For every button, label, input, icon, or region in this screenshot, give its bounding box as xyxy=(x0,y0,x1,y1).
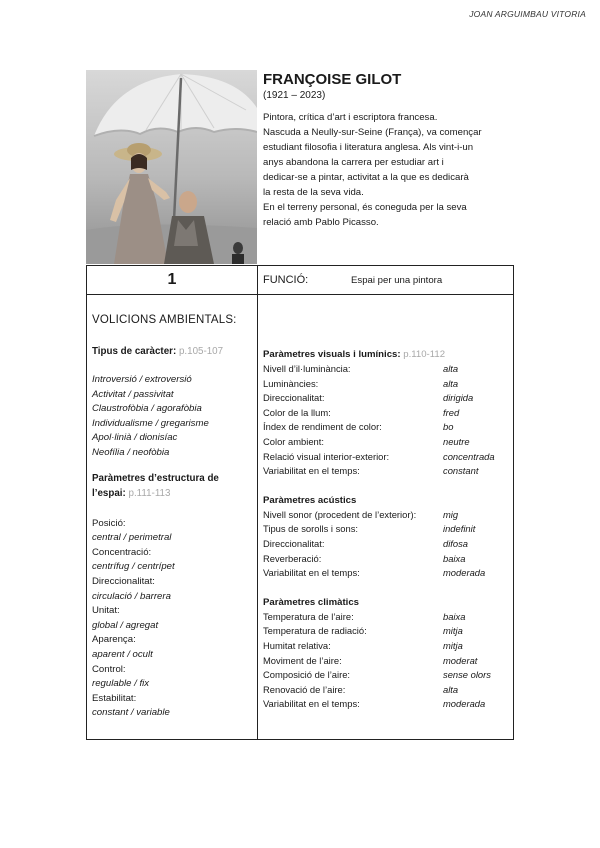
param-label: Variabilitat en el temps: xyxy=(263,698,360,710)
bio-line: la resta de la seva vida. xyxy=(263,187,364,198)
structure-param-value: centrífug / centrípet xyxy=(92,561,175,573)
bio-line: dedicar-se a pintar, activitat a la que es dedicarà xyxy=(263,172,469,183)
param-label: Direccionalitat: xyxy=(263,392,325,404)
param-value: neutre xyxy=(443,435,470,447)
structure-param-name: Aparença: xyxy=(92,634,136,646)
character-title-text: Tipus de caràcter: xyxy=(92,346,177,357)
bio-line: relació amb Pablo Picasso. xyxy=(263,217,379,228)
structure-title-line2: l’espai: xyxy=(92,487,126,499)
function-value: Espai per una pintora xyxy=(351,274,443,286)
visual-row xyxy=(263,435,509,450)
param-value: mitja xyxy=(443,639,463,651)
bio-line: Pintora, crítica d’art i escriptora francesa. xyxy=(263,112,438,123)
bio-line: anys abandona la carrera per estudiar art i xyxy=(263,157,444,168)
visual-title-text: Paràmetres visuals i lumínics: xyxy=(263,349,401,360)
param-label: Color ambient: xyxy=(263,435,324,447)
author-name: JOAN ARGUIMBAU VITORIA xyxy=(469,9,586,19)
bio-text xyxy=(263,110,523,230)
structure-pages: p.111-113 xyxy=(128,487,171,499)
structure-title xyxy=(92,471,254,501)
visual-row xyxy=(263,450,509,465)
visual-row xyxy=(263,377,509,392)
visual-row xyxy=(263,464,509,479)
param-value: bo xyxy=(443,421,454,433)
structure-param-value: aparent / ocult xyxy=(92,648,153,660)
param-value: sense olors xyxy=(443,669,491,681)
life-years: (1921 – 2023) xyxy=(263,90,326,101)
acoustic-row xyxy=(263,508,509,523)
visual-row xyxy=(263,406,509,421)
param-value: alta xyxy=(443,377,459,389)
param-value: indefinit xyxy=(443,523,476,535)
character-item: Apol·linià / dionisíac xyxy=(92,432,178,444)
structure-param-name: Posició: xyxy=(92,517,126,529)
param-label: Renovació de l’aire: xyxy=(263,683,346,695)
param-value: concentrada xyxy=(443,450,495,462)
param-value: moderada xyxy=(443,567,486,579)
climatic-title: Paràmetres climàtics xyxy=(263,596,359,608)
param-label: Nivell sonor (procedent de l’exterior): xyxy=(263,508,417,520)
program-card xyxy=(86,265,514,740)
structure-param-name: Concentració: xyxy=(92,546,152,558)
character-item: Activitat / passivitat xyxy=(92,388,174,400)
right-column xyxy=(263,348,509,712)
param-label: Moviment de l’aire: xyxy=(263,654,342,666)
column-divider xyxy=(257,266,258,739)
bio-line: estudiant filosofia i literatura anglesa. Als vint-i-un xyxy=(263,142,474,153)
left-column xyxy=(92,314,254,721)
structure-param-name: Control: xyxy=(92,663,126,675)
structure-param-value: constant / variable xyxy=(92,707,170,719)
visual-row xyxy=(263,420,509,435)
structure-title-line1: Paràmetres d’estructura de xyxy=(92,472,219,484)
climatic-row xyxy=(263,683,509,698)
visual-title xyxy=(263,348,509,362)
param-label: Tipus de sorolls i sons: xyxy=(263,523,359,535)
structure-param-value: regulable / fix xyxy=(92,678,150,690)
visual-pages: p.110-112 xyxy=(403,349,446,360)
character-item: Individualisme / gregarisme xyxy=(92,417,209,429)
bio-line: Nascuda a Neully-sur-Seine (França), va començar xyxy=(263,127,482,138)
acoustic-title: Paràmetres acústics xyxy=(263,494,357,506)
climatic-row xyxy=(263,697,509,712)
character-pages: p.105-107 xyxy=(178,346,224,357)
param-value: fred xyxy=(443,406,460,418)
param-label: Nivell d’il·luminància: xyxy=(263,363,351,374)
param-value: dirigida xyxy=(443,392,474,404)
param-value: mitja xyxy=(443,625,463,637)
character-item: Claustrofòbia / agorafòbia xyxy=(92,403,202,415)
param-value: constant xyxy=(443,465,479,477)
param-label: Temperatura de radiació: xyxy=(263,625,367,637)
character-item: Introversió / extroversió xyxy=(92,374,192,385)
header-divider xyxy=(87,294,513,295)
climatic-row xyxy=(263,654,509,669)
structure-param-value: circulació / barrera xyxy=(92,590,171,602)
param-label: Variabilitat en el temps: xyxy=(263,567,360,579)
param-value: alta xyxy=(443,363,459,374)
acoustic-row xyxy=(263,522,509,537)
acoustic-row xyxy=(263,552,509,567)
param-label: Composició de l’aire: xyxy=(263,669,351,681)
structure-param-value: global / agregat xyxy=(92,619,159,631)
param-value: moderat xyxy=(443,654,478,666)
bio-line: En el terreny personal, és coneguda per la seva xyxy=(263,202,467,213)
param-value: moderada xyxy=(443,698,486,710)
param-value: baixa xyxy=(443,552,466,564)
biography xyxy=(263,70,523,230)
climatic-row xyxy=(263,624,509,639)
climatic-row xyxy=(263,639,509,654)
function-label: FUNCIÓ: xyxy=(263,274,309,286)
climatic-row xyxy=(263,610,509,625)
structure-param-value: central / perimetral xyxy=(92,532,172,544)
visual-row xyxy=(263,362,509,377)
param-label: Variabilitat en el temps: xyxy=(263,465,360,477)
param-value: mig xyxy=(443,508,459,520)
acoustic-row xyxy=(263,537,509,552)
param-label: Direccionalitat: xyxy=(263,537,325,549)
param-value: baixa xyxy=(443,610,466,622)
card-number: 1 xyxy=(167,271,177,288)
param-value: difosa xyxy=(443,537,469,549)
param-label: Temperatura de l’aire: xyxy=(263,610,354,622)
climatic-row xyxy=(263,668,509,683)
structure-param-name: Estabilitat: xyxy=(92,692,137,704)
param-label: Reverberació: xyxy=(263,552,322,564)
person-name: FRANÇOISE GILOT xyxy=(263,71,402,88)
portrait-photo xyxy=(86,70,257,264)
param-label: Índex de rendiment de color: xyxy=(263,421,382,433)
visual-row xyxy=(263,391,509,406)
character-title xyxy=(92,344,254,359)
param-label: Luminàncies: xyxy=(263,377,319,389)
volicions-title: VOLICIONS AMBIENTALS: xyxy=(92,314,237,326)
param-label: Relació visual interior-exterior: xyxy=(263,450,390,462)
character-item: Neofília / neofòbia xyxy=(92,446,170,458)
param-label: Color de la llum: xyxy=(263,406,331,418)
structure-param-name: Unitat: xyxy=(92,605,120,617)
structure-param-name: Direccionalitat: xyxy=(92,575,155,587)
param-label: Humitat relativa: xyxy=(263,639,331,651)
acoustic-row xyxy=(263,566,509,581)
param-value: alta xyxy=(443,683,459,695)
